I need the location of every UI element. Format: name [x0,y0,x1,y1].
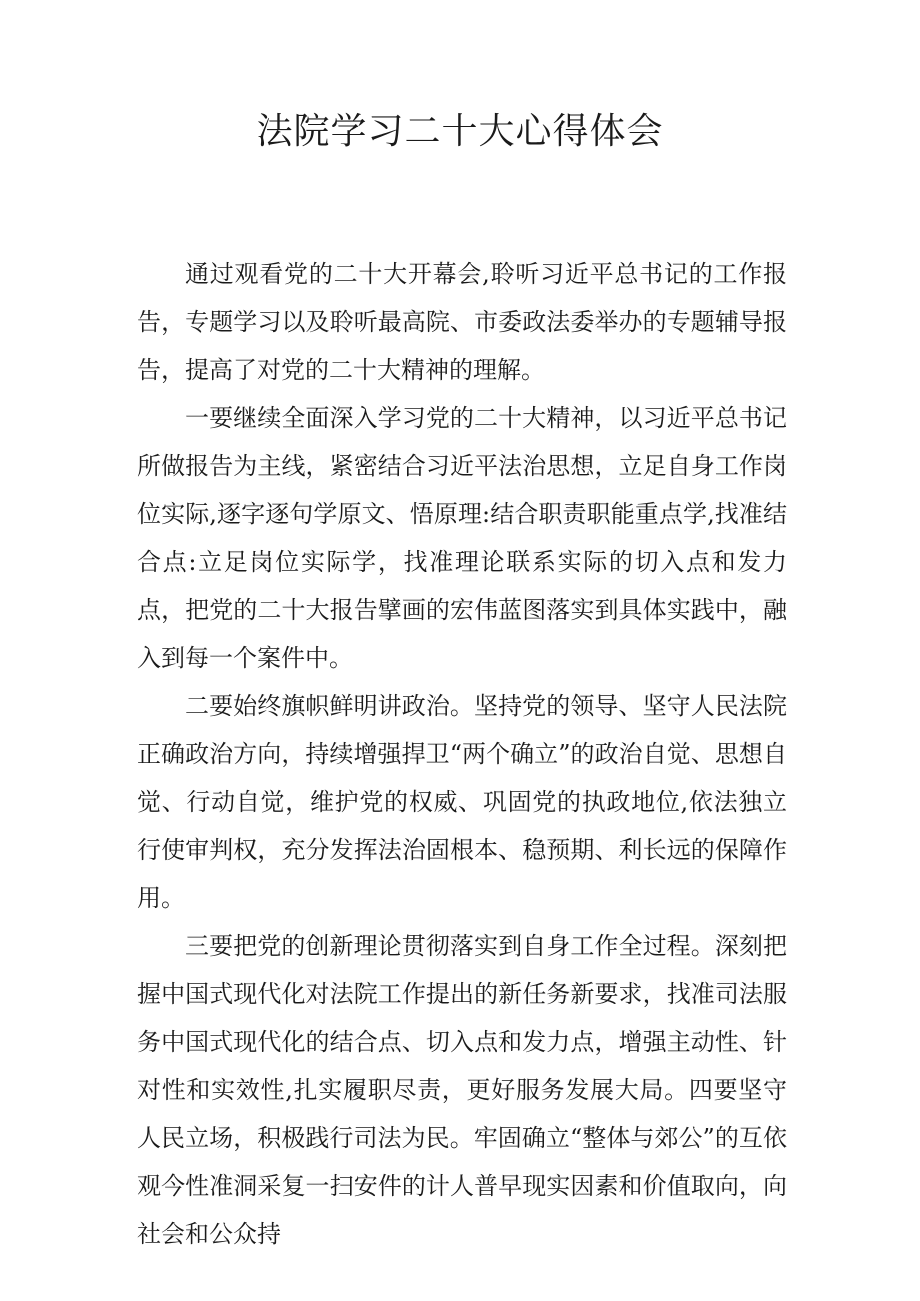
document-title: 法院学习二十大心得体会 [256,111,664,152]
paragraph-point-one: 一要继续全面深入学习党的二十大精神，以习近平总书记所做报告为主线，紧密结合习近平法治思想，立足自身工作岗位实际,逐字逐句学原文、悟原理:结合职责职能重点学,找准结合点:立足岗位实际学，找准理论联系实际的切入点和发力点，把党的二十大报告擘画的宏伟蓝图落实到具体实践中，融入到每一个案件中。 [137,404,787,672]
paragraph-intro: 通过观看党的二十大开幕会,聆听习近平总书记的工作报告，专题学习以及聆听最高院、市委政法委举办的专题辅导报告，提高了对党的二十大精神的理解。 [137,260,787,384]
paragraph-point-three: 三要把党的创新理论贯彻落实到自身工作全过程。深刻把握中国式现代化对法院工作提出的新任务新要求，找准司法服务中国式现代化的结合点、切入点和发力点，增强主动性、针对性和实效性,扎实履职尽责，更好服务发展大局。四要坚守人民立场，积极践行司法为民。牢固确立“整体与郊公”的互依观今性准洞采复一扫安件的计人普早现实因素和价值取向，向社会和公众持 [137,932,787,1248]
paragraph-point-two: 二要始终旗帜鲜明讲政治。坚持党的领导、坚守人民法院正确政治方向，持续增强捍卫“两个确立”的政治自觉、思想自觉、行动自觉，维护党的权威、巩固党的执政地位,依法独立行使审判权，充分发挥法治固根本、稳预期、利长远的保障作用。 [137,692,787,912]
document-body [137,250,787,1258]
